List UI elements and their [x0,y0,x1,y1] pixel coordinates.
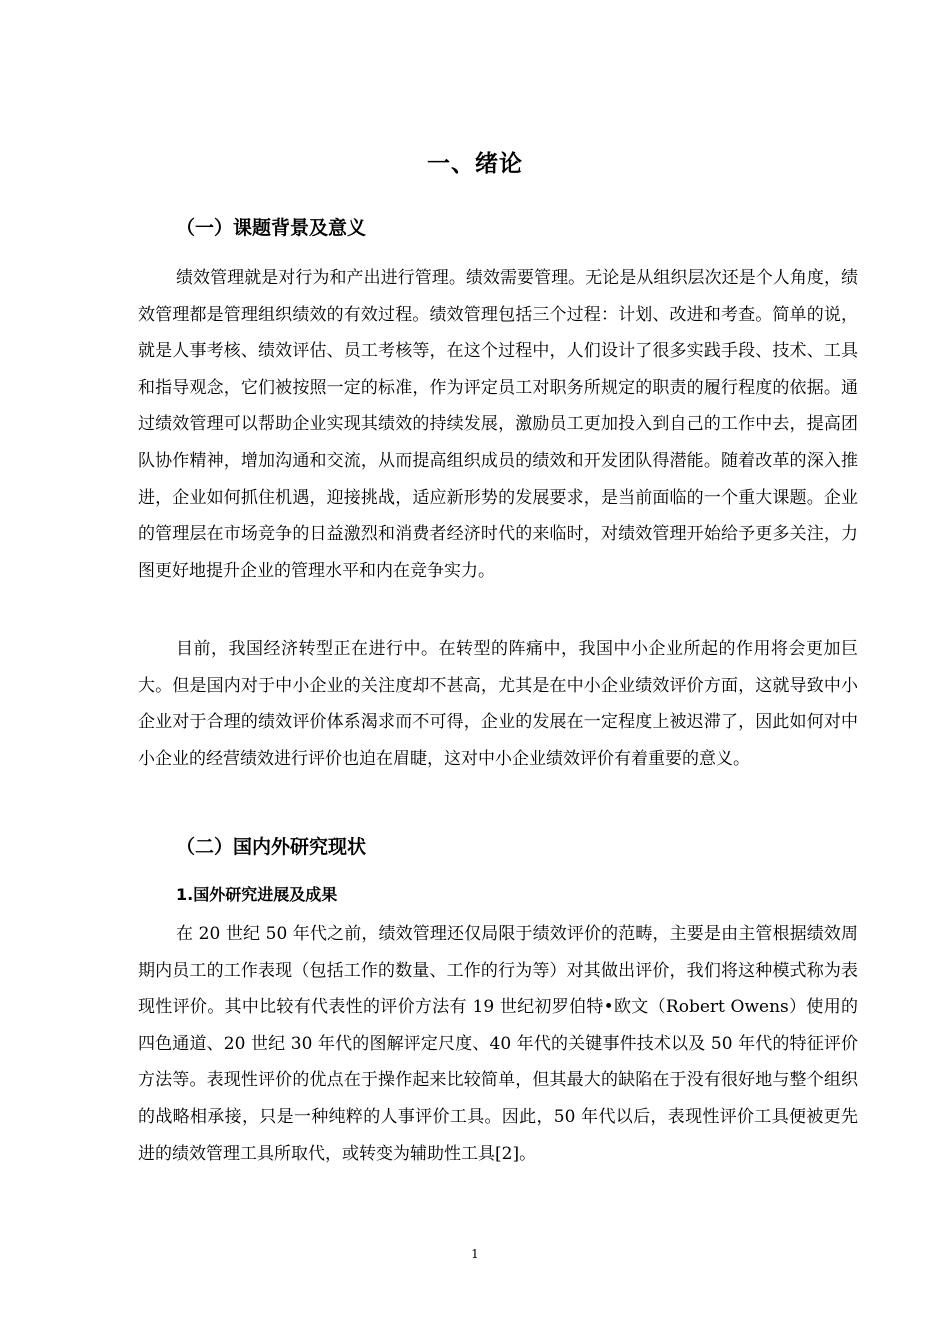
section-title-research-status: （二）国内外研究现状 [176,836,367,858]
chapter-title: 一、绪论 [427,151,523,177]
paragraph-background-2: 目前，我国经济转型正在进行中。在转型的阵痛中，我国中小企业所起的作用将会更加巨大。但是国内对于中小企业的关注度却不甚高，尤其是在中小企业绩效评价方面，这就导致中小企业对于合理的绩效评价体系渴求而不可得，企业的发展在一定程度上被迟滞了，因此如何对中小企业的经营绩效进行评价也迫在眉睫，这对中小企业绩效评价有着重要的意义。 [138,639,858,769]
page-number: 1 [471,1247,479,1261]
paragraph-background-1: 绩效管理就是对行为和产出进行管理。绩效需要管理。无论是从组织层次还是个人角度，绩效管理都是管理组织绩效的有效过程。绩效管理包括三个过程：计划、改进和考查。简单的说，就是人事考核、绩效评估、员工考核等，在这个过程中，人们设计了很多实践手段、技术、工具和指导观念，它们被按照一定的标准，作为评定员工对职务所规定的职责的履行程度的依据。通过绩效管理可以帮助企业实现其绩效的持续发展，激励员工更加投入到自己的工作中去，提高团队协作精神，增加沟通和交流，从而提高组织成员的绩效和开发团队得潜能。随着改革的深入推进，企业如何抓住机遇，迎接挑战，适应新形势的发展要求，是当前面临的一个重大课题。企业的管理层在市场竞争的日益激烈和消费者经济时代的来临时，对绩效管理开始给予更多关注，力图更好地提升企业的管理水平和内在竞争实力。 [138,268,858,581]
subsection-title-foreign-research: 1.国外研究进展及成果 [176,885,338,904]
paragraph-foreign-research: 在 20 世纪 50 年代之前，绩效管理还仅局限于绩效评价的范畴，主要是由主管根据绩效周期内员工的工作表现（包括工作的数量、工作的行为等）对其做出评价，我们将这种模式称为表现性评价。其中比较有代表性的评价方法有 19 世纪初罗伯特•欧文（Robert Owens）使用的四色通道、20 世纪 30 年代的图解评定尺度、40 年代的关键事件技术以及 50 年代的特征评价方法等。表现性评价的优点在于操作起来比较简单，但其最大的缺陷在于没有很好地与整个组织的战略相承接，只是一种纯粹的人事评价工具。因此，50 年代以后，表现性评价工具便被更先进的绩效管理工具所取代，或转变为辅助性工具[2]。 [138,924,858,1164]
section-title-background: （一）课题背景及意义 [176,217,367,239]
